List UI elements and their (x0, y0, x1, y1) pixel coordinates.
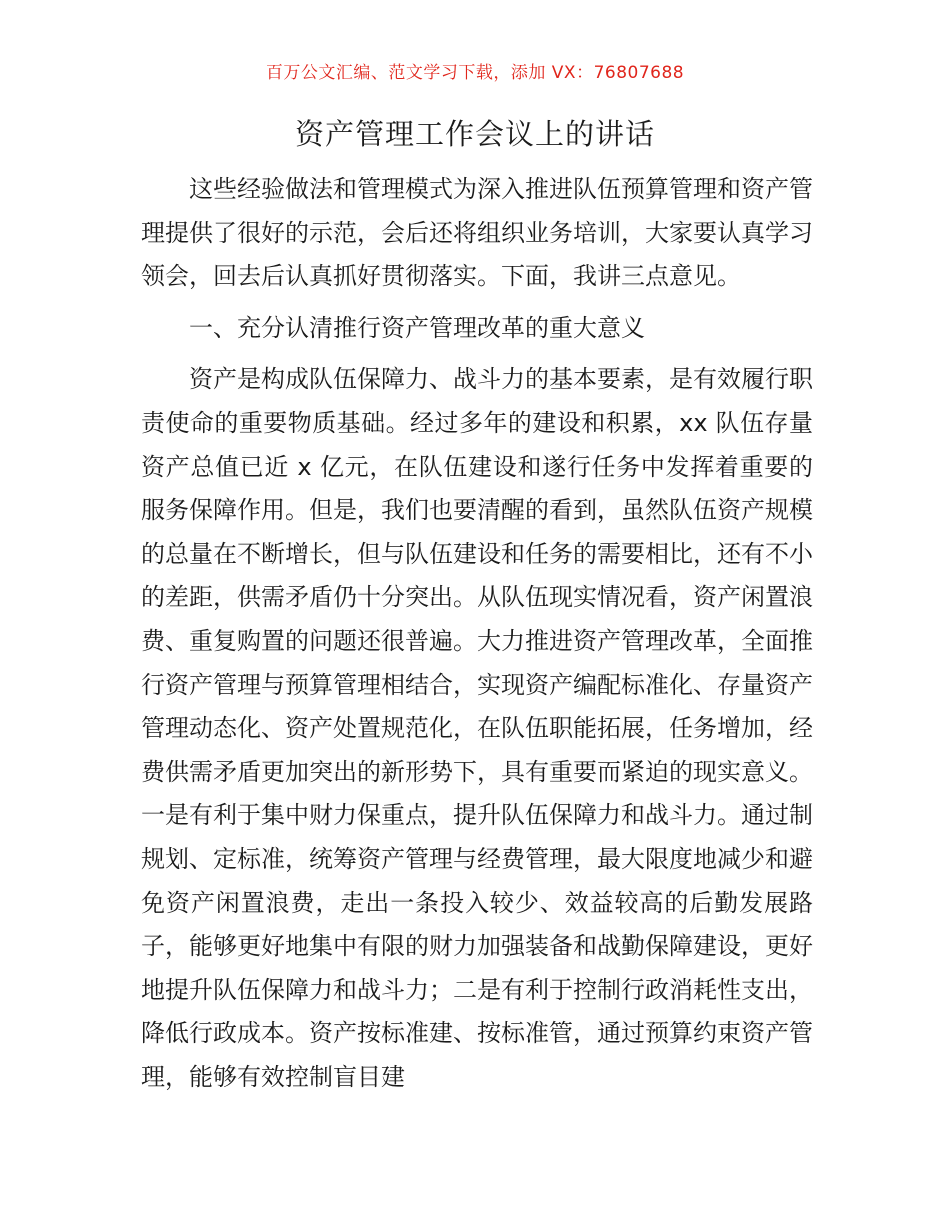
header-watermark-note: 百万公文汇编、范文学习下载，添加 VX：76807688 (265, 63, 685, 83)
document-body (141, 168, 813, 1107)
paragraph-assets: 资产是构成队伍保障力、战斗力的基本要素，是有效履行职责使命的重要物质基础。经过多年的建设和积累，xx 队伍存量资产总值已近 x 亿元，在队伍建设和遂行任务中发挥着重要的服务保障作用。但是，我们也要清醒的看到，虽然队伍资产规模的总量在不断增长，但与队伍建设和任务的需要相比，还有不小的差距，供需矛盾仍十分突出。从队伍现实情况看，资产闲置浪费、重复购置的问题还很普遍。大力推进资产管理改革，全面推行资产管理与预算管理相结合，实现资产编配标准化、存量资产管理动态化、资产处置规范化，在队伍职能拓展，任务增加，经费供需矛盾更加突出的新形势下，具有重要而紧迫的现实意义。一是有利于集中财力保重点，提升队伍保障力和战斗力。通过制规划、定标准，统筹资产管理与经费管理，最大限度地减少和避免资产闲置浪费，走出一条投入较少、效益较高的后勤发展路子，能够更好地集中有限的财力加强装备和战勤保障建设，更好地提升队伍保障力和战斗力；二是有利于控制行政消耗性支出，降低行政成本。资产按标准建、按标准管，通过预算约束资产管理，能够有效控制盲目建 (141, 365, 813, 1091)
paragraph-intro: 这些经验做法和管理模式为深入推进队伍预算管理和资产管理提供了很好的示范，会后还将组织业务培训，大家要认真学习领会，回去后认真抓好贯彻落实。下面，我讲三点意见。 (141, 175, 813, 291)
section-heading-1: 一、充分认清推行资产管理改革的重大意义 (189, 313, 645, 342)
page-title: 资产管理工作会议上的讲话 (294, 117, 655, 151)
